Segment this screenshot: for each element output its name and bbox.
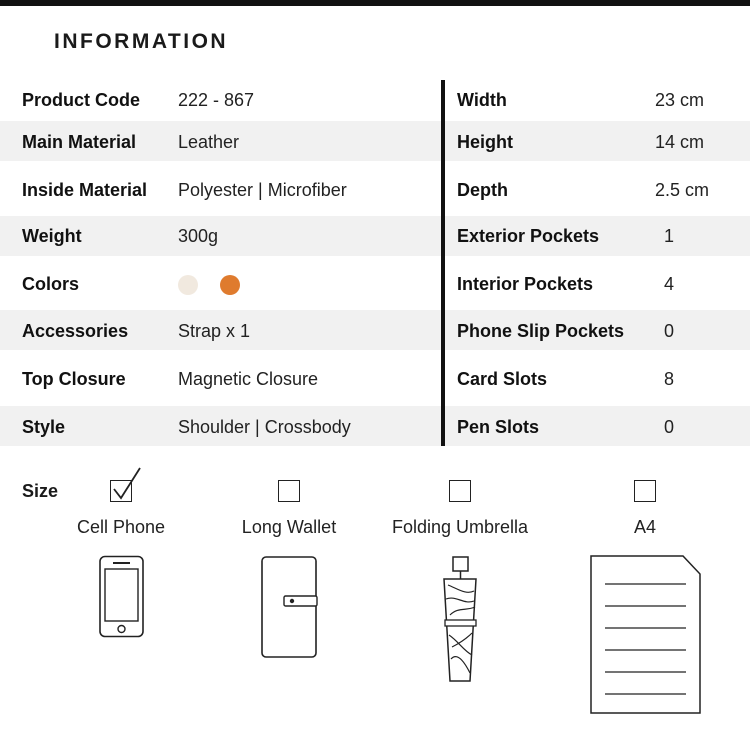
spec-value-card-slots: 8: [664, 369, 675, 389]
size-checkbox-long-wallet[interactable]: [278, 480, 300, 502]
spec-value-product-code: 222 - 867: [178, 90, 255, 110]
spec-label-pen-slots: Pen Slots: [457, 417, 540, 437]
spec-label-style: Style: [22, 417, 66, 437]
spec-label-main-material: Main Material: [22, 132, 137, 152]
spec-value-style: Shoulder | Crossbody: [178, 417, 351, 437]
spec-value-depth: 2.5 cm: [655, 180, 710, 200]
spec-label-height: Height: [457, 132, 513, 152]
spec-label-inside-material: Inside Material: [22, 180, 148, 200]
spec-value-exterior-pockets: 1: [664, 226, 675, 246]
spec-label-product-code: Product Code: [22, 90, 141, 110]
spec-label-top-closure: Top Closure: [22, 369, 126, 389]
page-title: INFORMATION: [54, 30, 229, 53]
spec-label-depth: Depth: [457, 180, 508, 200]
spec-label-width: Width: [457, 90, 507, 110]
spec-value-weight: 300g: [178, 226, 219, 246]
row-band: [0, 216, 750, 256]
row-band: [0, 406, 750, 446]
size-checkbox-a4[interactable]: [634, 480, 656, 502]
document-icon: [589, 554, 703, 716]
spec-label-phone-slip-pockets: Phone Slip Pockets: [457, 321, 625, 341]
wallet-icon: [260, 555, 320, 659]
phone-icon: [98, 555, 146, 639]
size-label: Size: [22, 481, 59, 501]
umbrella-icon: [436, 555, 486, 685]
spec-label-interior-pockets: Interior Pockets: [457, 274, 594, 294]
checkmark-icon: [110, 465, 144, 503]
spec-value-inside-material: Polyester | Microfiber: [178, 180, 347, 200]
column-divider: [441, 80, 445, 446]
spec-value-width: 23 cm: [655, 90, 705, 110]
size-caption-folding-umbrella: Folding Umbrella: [391, 517, 529, 537]
color-swatch-orange: [220, 275, 240, 295]
spec-value-interior-pockets: 4: [664, 274, 675, 294]
spec-value-height: 14 cm: [655, 132, 705, 152]
spec-value-main-material: Leather: [178, 132, 240, 152]
size-checkbox-folding-umbrella[interactable]: [449, 480, 471, 502]
spec-label-accessories: Accessories: [22, 321, 129, 341]
spec-label-weight: Weight: [22, 226, 82, 246]
size-caption-long-wallet: Long Wallet: [241, 517, 337, 537]
spec-value-top-closure: Magnetic Closure: [178, 369, 319, 389]
spec-label-card-slots: Card Slots: [457, 369, 548, 389]
spec-value-pen-slots: 0: [664, 417, 675, 437]
size-caption-a4: A4: [633, 517, 657, 537]
spec-value-phone-slip-pockets: 0: [664, 321, 675, 341]
spec-label-colors: Colors: [22, 274, 80, 294]
top-bar: [0, 0, 750, 6]
color-swatch-cream: [178, 275, 198, 295]
size-caption-cell-phone: Cell Phone: [76, 517, 166, 537]
spec-label-exterior-pockets: Exterior Pockets: [457, 226, 600, 246]
spec-value-accessories: Strap x 1: [178, 321, 251, 341]
